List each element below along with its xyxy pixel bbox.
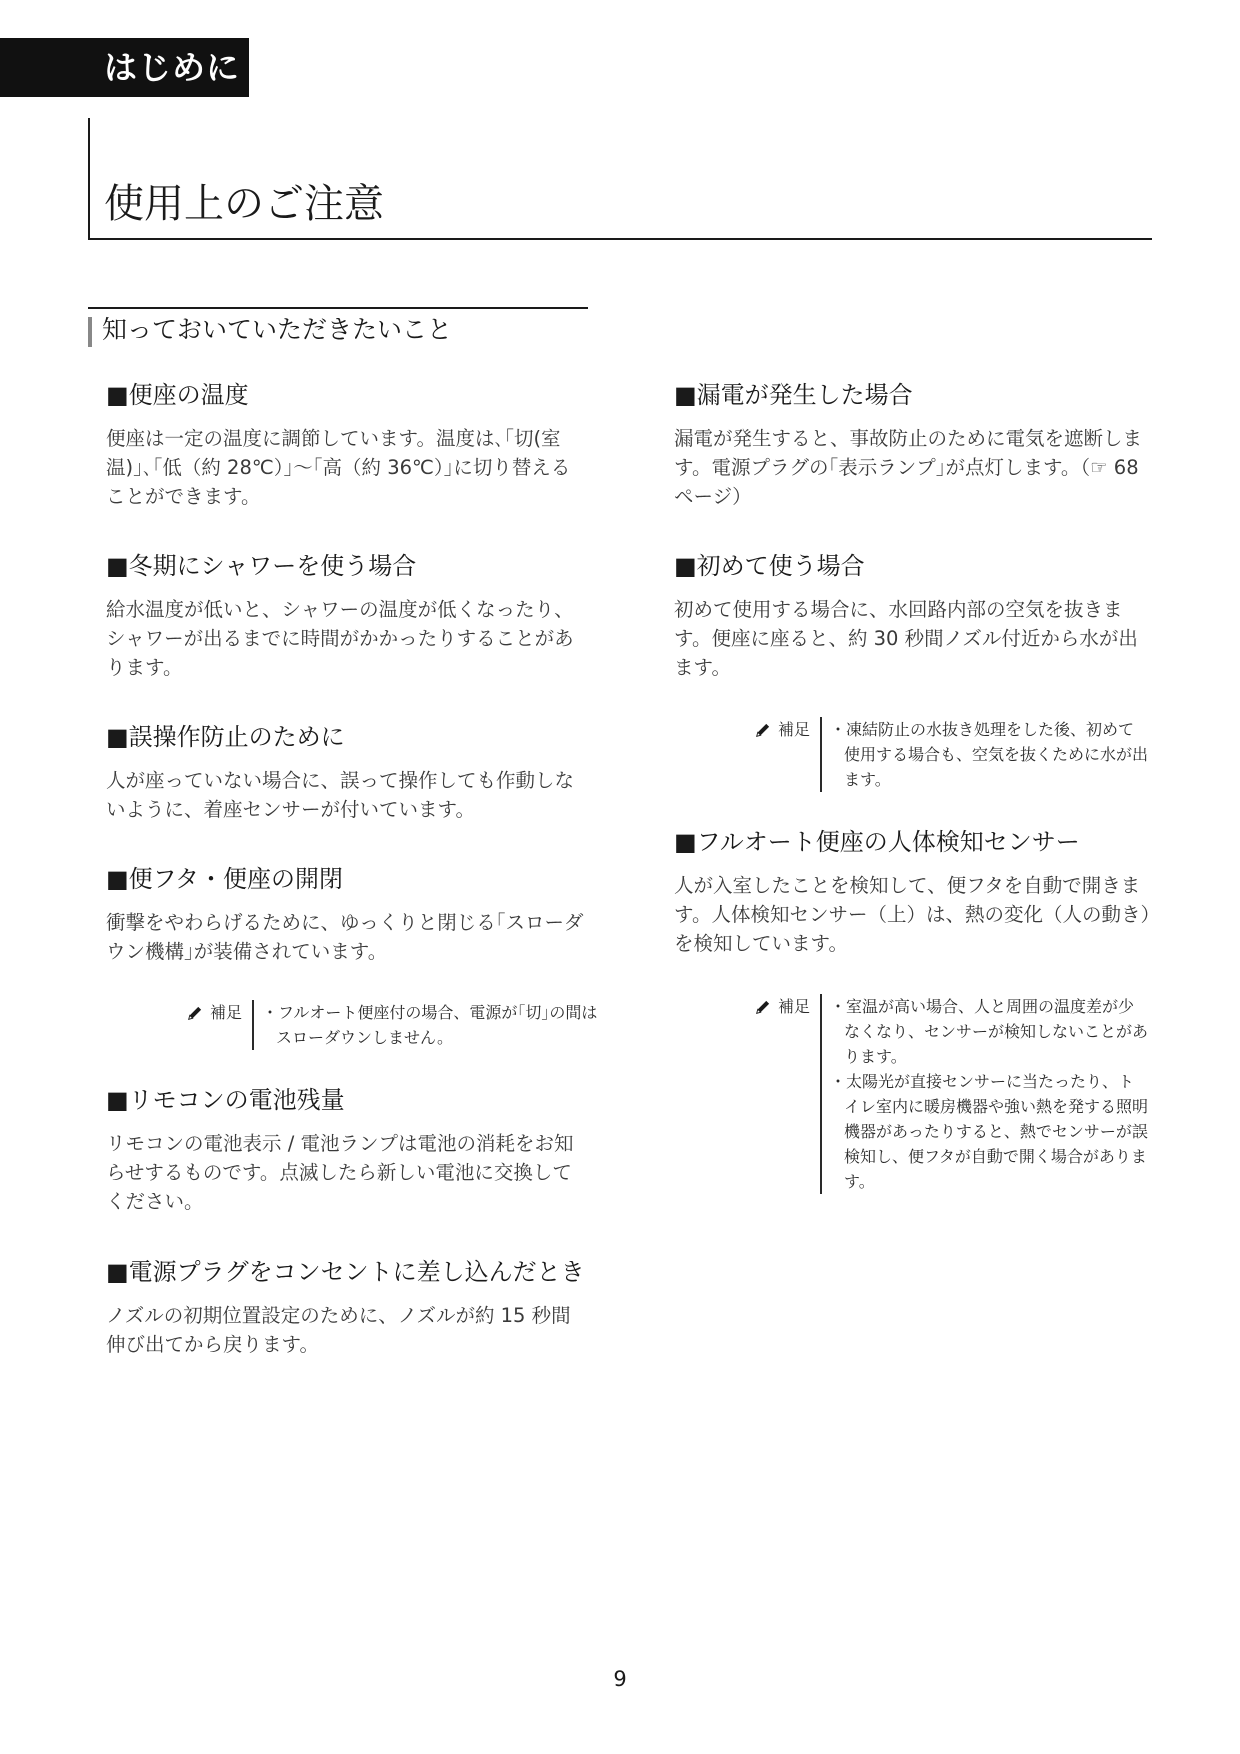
topic-body: 初めて使用する場合に、水回路内部の空気を抜きます。便座に座ると、約 30 秒間ノズル付近から水が出ます。 xyxy=(674,598,1138,679)
topic-body: リモコンの電池表示 / 電池ランプは電池の消耗をお知らせするものです。点滅したら新しい電池に交換してください。 xyxy=(106,1132,574,1213)
note-item: ・フルオート便座付の場合、電源が｢切｣の間はスローダウンしません。 xyxy=(262,1003,598,1047)
note-body xyxy=(820,994,1148,1194)
chapter-tab: はじめに xyxy=(0,38,249,97)
page-number: 9 xyxy=(613,1667,627,1691)
note-label xyxy=(186,1000,252,1025)
note-label-text: 補足 xyxy=(778,720,811,739)
topic-heading: ■電源プラグをコンセントに差し込んだとき xyxy=(106,1258,585,1286)
topic-body: 人が座っていない場合に、誤って操作しても作動しないように、着座センサーが付いています。 xyxy=(106,769,575,821)
note-item: ・太陽光が直接センサーに当たったり、トイレ室内に暖房機器や強い熱を発する照明機器があったりすると、熱でセンサーが誤検知し、便フタが自動で開く場合があります。 xyxy=(830,1072,1149,1191)
topic-heading: ■フルオート便座の人体検知センサー xyxy=(674,828,1080,856)
topic-leakage xyxy=(674,378,1154,511)
topic-remote-battery xyxy=(106,1083,586,1216)
section-title: 知っておいていただきたいこと xyxy=(102,315,453,344)
topic-winter-shower xyxy=(106,549,586,682)
topic-body: 便座は一定の温度に調節しています。温度は､｢切(室温)｣､｢低（約 28℃）｣～｢高（約 36℃）｣に切り替えることができます。 xyxy=(106,427,571,508)
topic-body: 衝撃をやわらげるために、ゆっくりと閉じる｢スローダウン機構｣が装備されています。 xyxy=(106,911,584,963)
note-label-text: 補足 xyxy=(778,997,811,1016)
note-body xyxy=(252,1000,598,1050)
topic-body: 給水温度が低いと、シャワーの温度が低くなったり、シャワーが出るまでに時間がかかったりすることがあります。 xyxy=(106,598,574,679)
topic-heading: ■初めて使う場合 xyxy=(674,552,865,580)
note-item: ・室温が高い場合、人と周囲の温度差が少なくなり、センサーが検知しないことがあります。 xyxy=(830,997,1149,1066)
topic-lid-open-close xyxy=(106,862,586,966)
section-heading xyxy=(88,307,588,345)
topic-plug-insert xyxy=(106,1255,586,1359)
note-lid xyxy=(186,1000,598,1050)
section-marker xyxy=(88,317,92,347)
pencil-icon xyxy=(186,1004,204,1022)
topic-seat-temperature xyxy=(106,378,586,511)
note-item: ・凍結防止の水抜き処理をした後、初めて使用する場合も、空気を抜くために水が出ます。 xyxy=(830,720,1149,789)
topic-heading: ■リモコンの電池残量 xyxy=(106,1086,345,1114)
topic-heading: ■冬期にシャワーを使う場合 xyxy=(106,552,417,580)
note-label xyxy=(754,994,820,1019)
note-sensor xyxy=(754,994,1148,1194)
topic-first-use xyxy=(674,549,1154,682)
topic-heading: ■便フタ・便座の開閉 xyxy=(106,865,343,893)
topic-heading: ■便座の温度 xyxy=(106,381,249,409)
note-label-text: 補足 xyxy=(210,1003,243,1022)
pencil-icon xyxy=(754,998,772,1016)
pencil-icon xyxy=(754,721,772,739)
topic-heading: ■漏電が発生した場合 xyxy=(674,381,913,409)
note-first-use xyxy=(754,717,1148,792)
note-body xyxy=(820,717,1148,792)
topic-misoperation xyxy=(106,720,586,824)
note-label xyxy=(754,717,820,742)
page-title: 使用上のご注意 xyxy=(104,181,384,227)
topic-body: ノズルの初期位置設定のために、ノズルが約 15 秒間伸び出てから戻ります。 xyxy=(106,1304,571,1356)
topic-body: 漏電が発生すると、事故防止のために電気を遮断します。電源プラグの｢表示ランプ｣が点灯します。（☞ 68 ページ） xyxy=(674,427,1143,508)
topic-body: 人が入室したことを検知して、便フタを自動で開きます。人体検知センサー（上）は、熱の変化（人の動き）を検知しています。 xyxy=(674,874,1151,955)
topic-human-sensor xyxy=(674,825,1154,958)
topic-heading: ■誤操作防止のために xyxy=(106,723,345,751)
